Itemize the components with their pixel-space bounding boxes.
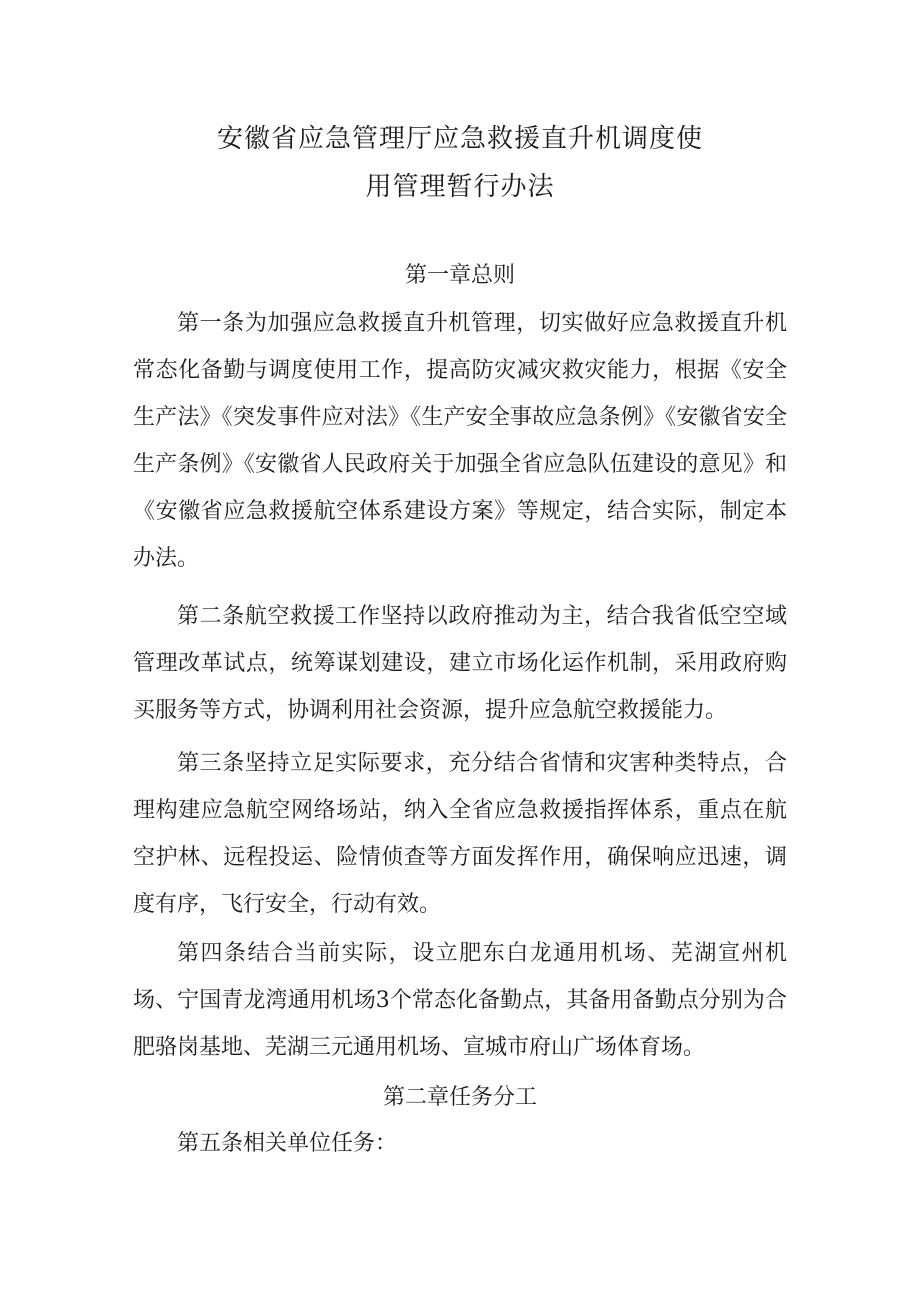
document-title-line-2: 用管理暂行办法	[365, 172, 555, 202]
article-1-paragraph: 第一条为加强应急救援直升机管理，切实做好应急救援直升机常态化备勤与调度使用工作，提高防灾减灾救灾能力，根据《安全生产法》《突发事件应对法》《生产安全事故应急条例》《安徽省安全生产条例》《安徽省人民政府关于加强全省应急队伍建设的意见》和《安徽省应急救援航空体系建设方案》等规定，结合实际，制定本办法。	[133, 311, 787, 571]
article-2-paragraph: 第二条航空救援工作坚持以政府推动为主，结合我省低空空域管理改革试点，统筹谋划建设，建立市场化运作机制，采用政府购买服务等方式，协调利用社会资源，提升应急航空救援能力。	[133, 604, 787, 723]
article-4-paragraph: 第四条结合当前实际，设立肥东白龙通用机场、芜湖宣州机场、宁国青龙湾通用机场3个常态化备勤点，其备用备勤点分别为合肥骆岗基地、芜湖三元通用机场、宣城市府山广场体育场。	[133, 941, 787, 1060]
article-3-paragraph: 第三条坚持立足实际要求，充分结合省情和灾害种类特点，合理构建应急航空网络场站，纳入全省应急救援指挥体系，重点在航空护林、远程投运、险情侦查等方面发挥作用，确保响应迅速，调度有序，飞行安全，行动有效。	[133, 751, 787, 917]
chapter-2-heading: 第二章任务分工	[382, 1085, 537, 1110]
document-title-line-1: 安徽省应急管理厅应急救援直升机调度使	[216, 124, 703, 154]
chapter-1-heading: 第一章总则	[404, 263, 515, 288]
article-5-paragraph: 第五条相关单位任务：	[177, 1131, 398, 1156]
